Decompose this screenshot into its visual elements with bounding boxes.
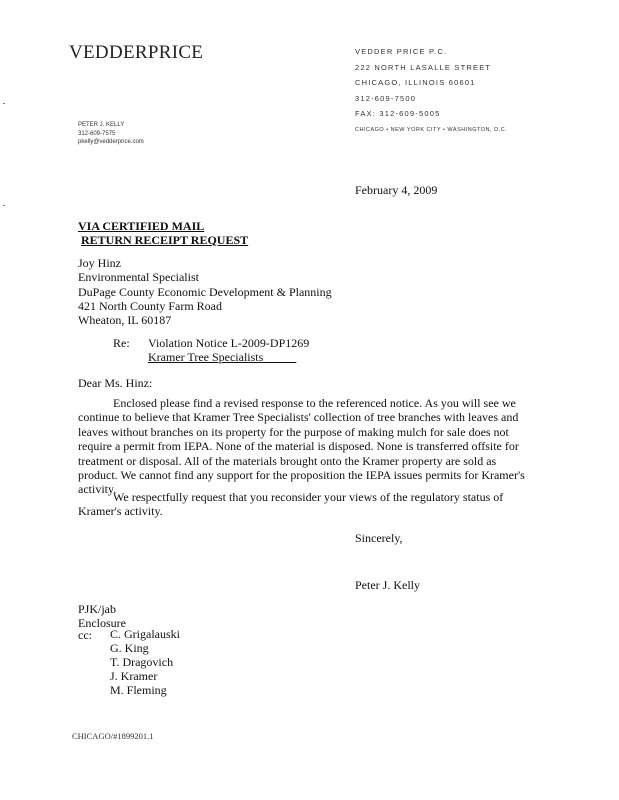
sender-name: PETER J. KELLY (78, 122, 125, 128)
firm-street: 222 NORTH LASALLE STREET (355, 62, 492, 72)
recipient-city: Wheaton, IL 60187 (78, 313, 172, 328)
scan-mark (3, 103, 5, 104)
enclosure-note: Enclosure (78, 615, 126, 630)
re-company: Kramer Tree Specialists (148, 350, 264, 364)
cc-recipient: C. Grigalauski (110, 627, 180, 641)
firm-name: VEDDER PRICE P.C. (355, 47, 448, 56)
recipient-street: 421 North County Farm Road (78, 298, 222, 313)
delivery-line-1: VIA CERTIFIED MAIL (78, 219, 205, 233)
salutation: Dear Ms. Hinz: (78, 376, 153, 390)
sender-email[interactable]: pkelly@vedderprice.com (78, 139, 144, 145)
sender-block (78, 121, 144, 147)
re-label: Re: (113, 336, 130, 350)
re-notice: Violation Notice L-2009-DP1269 (148, 336, 310, 350)
cc-label: cc: (78, 628, 92, 642)
cc-recipient: G. King (110, 640, 149, 655)
body-paragraph-2: We respectfully request that you reconsider your views of the regulatory status of Kramer's activity. (78, 490, 504, 519)
firm-address-block (355, 44, 491, 122)
closing: Sincerely, (355, 531, 403, 545)
recipient-address (78, 256, 332, 327)
delivery-method (78, 219, 248, 247)
cc-list (110, 628, 180, 698)
document-id: CHICAGO/#1899201.1 (72, 731, 154, 741)
firm-logo: VEDDERPRICE (69, 42, 204, 63)
firm-phone: 312-609-7500 (355, 93, 417, 103)
delivery-line-2: RETURN RECEIPT REQUEST (81, 233, 249, 247)
recipient-organization: DuPage County Economic Development & Planning (78, 284, 332, 299)
firm-office-cities: CHICAGO • NEW YORK CITY • WASHINGTON, D.C. (355, 127, 508, 133)
firm-fax: FAX: 312-609-5005 (355, 109, 441, 118)
recipient-title: Environmental Specialist (78, 270, 199, 285)
signer-name: Peter J. Kelly (355, 578, 420, 592)
scan-mark (3, 205, 5, 206)
cc-recipient: J. Kramer (110, 668, 158, 683)
firm-city: CHICAGO, ILLINOIS 60601 (355, 78, 476, 87)
re-subject (148, 336, 309, 364)
typist-initials: PJK/jab (78, 602, 117, 616)
body-paragraph-1: Enclosed please find a revised response to the referenced notice. As you will see we continue to believe that Kramer Tree Specialists' collection of tree branches with leaves and leaves without branches on its property for the purpose of making mulch for sale does not require a permit from IEPA. None of the material is disposed. None is transferred offsite for treatment or disposal. All of the materials brought onto the Kramer property are sold as product. We cannot find any support for the proposition the IEPA issues permits for Kramer's activity. (78, 396, 525, 497)
cc-recipient: M. Fleming (110, 682, 167, 697)
recipient-name: Joy Hinz (78, 256, 121, 270)
cc-recipient: T. Dragovich (110, 654, 174, 669)
letter-date: February 4, 2009 (355, 183, 438, 197)
sender-phone: 312-609-7575 (78, 130, 116, 137)
